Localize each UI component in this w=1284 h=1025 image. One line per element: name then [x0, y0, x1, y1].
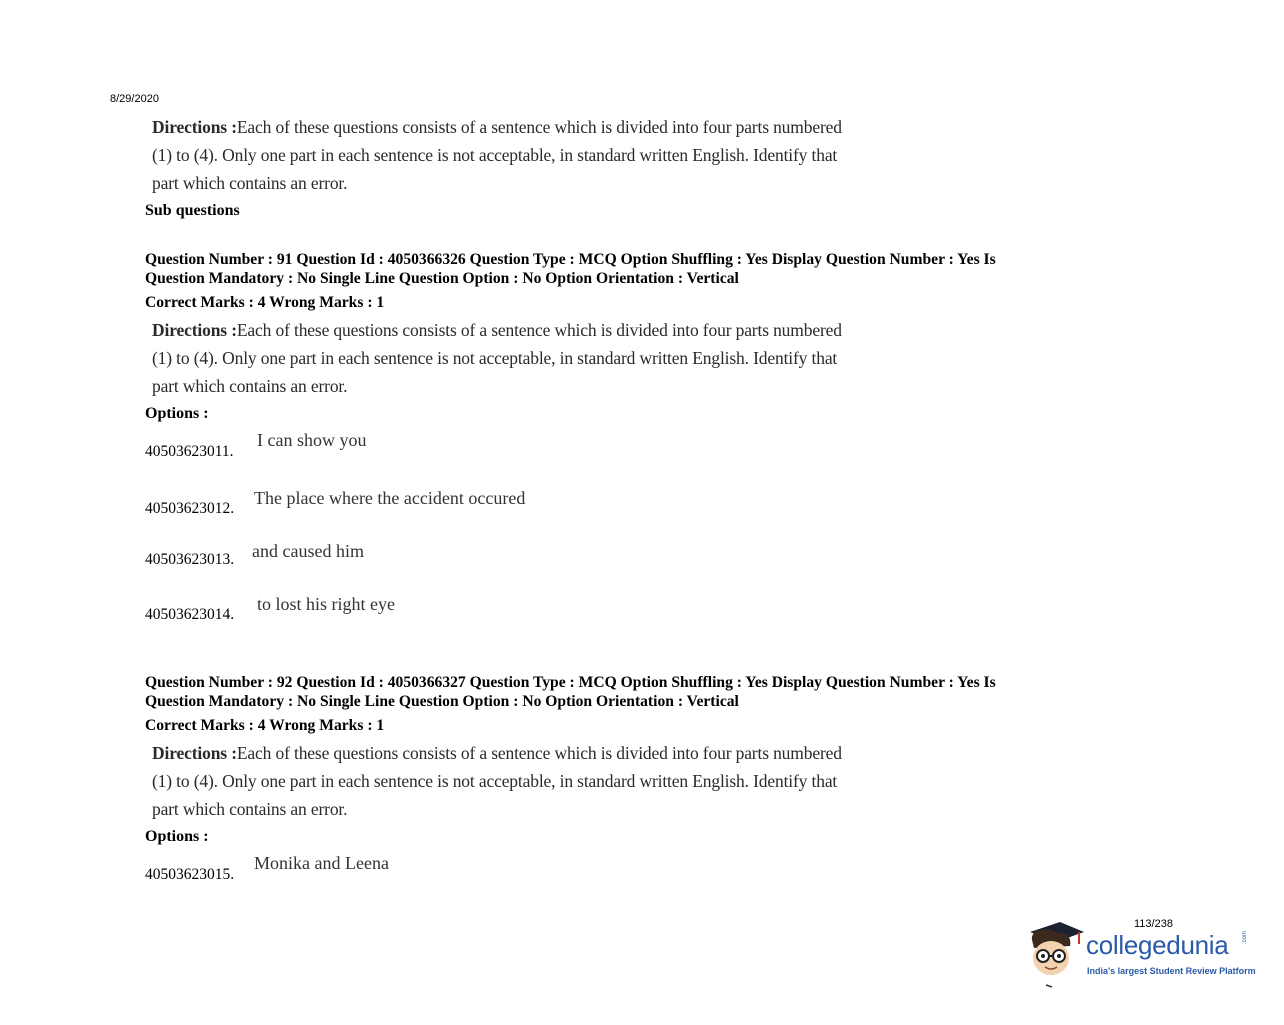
option-id: 40503623014.	[145, 606, 235, 623]
option-text: Monika and Leena	[254, 853, 389, 873]
question-directions-line-1	[152, 739, 842, 767]
question-marks: Correct Marks : 4 Wrong Marks : 1	[145, 294, 385, 311]
page-date: 8/29/2020	[110, 93, 159, 105]
directions-label: Directions :	[152, 117, 237, 137]
directions-text: Each of these questions consists of a sentence which is divided into four parts numbered	[236, 743, 842, 763]
option-text: and caused him	[252, 541, 364, 561]
question-directions-line-3: part which contains an error.	[152, 376, 348, 396]
question-meta-line-2: Question Mandatory : No Single Line Question Option : No Option Orientation : Vertical	[145, 270, 739, 287]
option-text: to lost his right eye	[257, 594, 395, 614]
page-number: 113/238	[1134, 918, 1173, 930]
options-label: Options :	[145, 405, 209, 422]
intro-directions-line-2: (1) to (4). Only one part in each sentence is not acceptable, in standard written English. Identify that	[152, 145, 838, 165]
option-id: 40503623013.	[145, 551, 235, 568]
intro-directions-line-1	[152, 113, 842, 141]
logo-tagline: India's largest Student Review Platform	[1087, 966, 1256, 976]
question-directions-line-1	[152, 316, 842, 344]
intro-directions-line-3: part which contains an error.	[152, 173, 348, 193]
directions-label: Directions :	[152, 320, 237, 340]
option-text: The place where the accident occured	[254, 488, 526, 508]
graduate-mascot-icon	[1024, 918, 1086, 990]
question-marks: Correct Marks : 4 Wrong Marks : 1	[145, 717, 385, 734]
option-id: 40503623011.	[145, 443, 234, 460]
logo-wordmark: collegedunia	[1086, 930, 1229, 960]
option-text: I can show you	[257, 430, 367, 450]
logo-suffix: .com	[1242, 930, 1248, 944]
question-directions-line-2: (1) to (4). Only one part in each sentence is not acceptable, in standard written English. Identify that	[152, 348, 838, 368]
option-id: 40503623012.	[145, 500, 235, 517]
question-meta-line-2: Question Mandatory : No Single Line Question Option : No Option Orientation : Vertical	[145, 693, 739, 710]
directions-text: Each of these questions consists of a sentence which is divided into four parts numbered	[236, 117, 842, 137]
directions-text: Each of these questions consists of a sentence which is divided into four parts numbered	[236, 320, 842, 340]
sub-questions-label: Sub questions	[145, 202, 240, 219]
question-meta-line-1: Question Number : 92 Question Id : 4050366327 Question Type : MCQ Option Shuffling : Yes Display Question Number : Yes Is	[145, 674, 996, 691]
option-id: 40503623015.	[145, 866, 235, 883]
options-label: Options :	[145, 828, 209, 845]
directions-label: Directions :	[152, 743, 237, 763]
question-directions-line-3: part which contains an error.	[152, 799, 348, 819]
question-directions-line-2: (1) to (4). Only one part in each sentence is not acceptable, in standard written English. Identify that	[152, 771, 838, 791]
question-meta-line-1: Question Number : 91 Question Id : 4050366326 Question Type : MCQ Option Shuffling : Yes Display Question Number : Yes Is	[145, 251, 996, 268]
